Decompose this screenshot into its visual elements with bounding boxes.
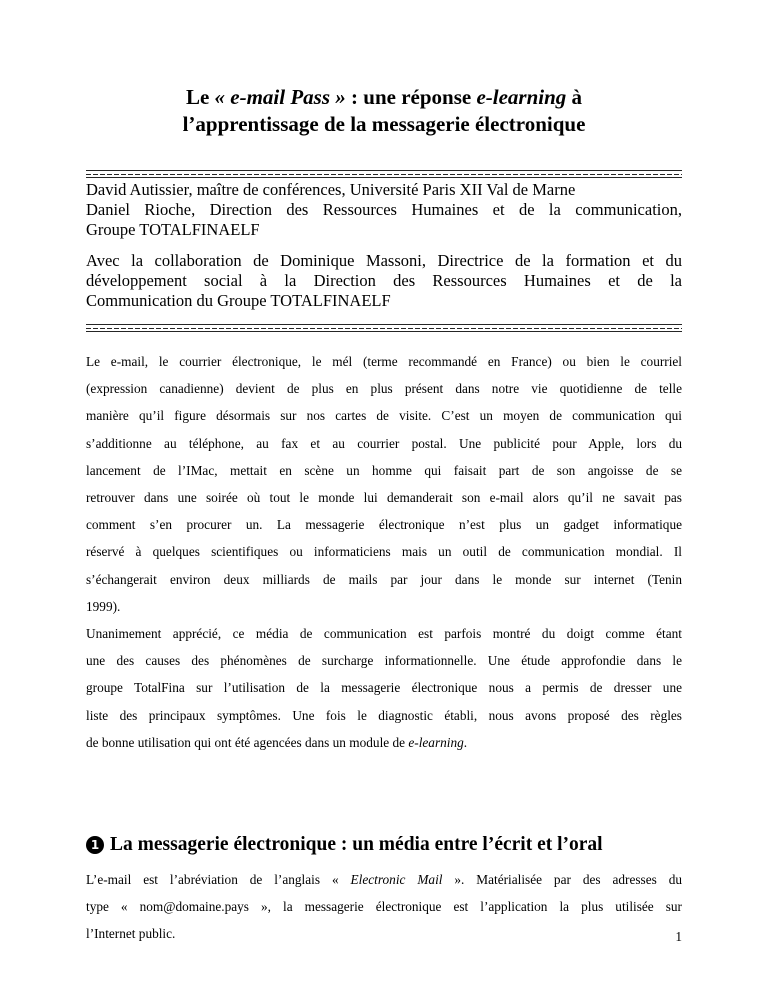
text-segment: de bonne utilisation qui ont été agencées dans un module de (86, 734, 409, 750)
text-segment: ». Matérialisée par des adresses du (442, 872, 683, 887)
title-text: : une réponse (345, 85, 477, 109)
title-text: à (566, 85, 583, 109)
italic-term: e-learning (408, 734, 464, 750)
text-line: lancement de l’IMac, mettait en scène un homme qui faisait part de son angoisse de se (86, 462, 682, 478)
text-line: type « nom@domaine.pays », la messagerie électronique est l’application la plus utilisée sur (86, 899, 682, 915)
text-line: liste des principaux symptômes. Une fois le diagnostic établi, nous avons proposé des règles (86, 707, 682, 723)
authors-block (86, 180, 682, 240)
text-line: comment s’en procurer un. La messagerie électronique n’est plus un gadget informatique (86, 517, 682, 533)
title-italic-email-pass: « e-mail Pass » (214, 85, 346, 109)
text-line: manière qu’il figure désormais sur nos cartes de visite. C’est un moyen de communication qui (86, 408, 682, 424)
separator-bottom (86, 324, 682, 332)
text-line (86, 729, 682, 756)
page-number: 1 (675, 929, 682, 944)
author-line: David Autissier, maître de conférences, Université Paris XII Val de Marne (86, 180, 576, 199)
text-line: une des causes des phénomènes de surcharge informationnelle. Une étude approfondie dans le (86, 653, 682, 669)
author-line: Groupe TOTALFINAELF (86, 220, 260, 239)
section-heading (86, 833, 682, 857)
collab-line: développement social à la Direction des Ressources Humaines et de la (86, 271, 682, 290)
text-line: Le e-mail, le courrier électronique, le mél (terme recommandé en France) ou bien le courriel (86, 354, 682, 369)
italic-term: Electronic Mail (350, 872, 443, 887)
text-segment: . (463, 734, 468, 750)
intro-paragraph-1 (86, 348, 682, 620)
section-title: La messagerie électronique : un média entre l’écrit et l’oral (110, 834, 603, 855)
text-segment: L’e-mail est l’abréviation de l’anglais « (86, 872, 351, 887)
text-line: (expression canadienne) devient de plus en plus présent dans notre vie quotidienne de telle (86, 381, 682, 397)
text-line: 1999). (86, 598, 121, 614)
text-line: s’additionne au téléphone, au fax et au courrier postal. Une publicité pour Apple, lors du (86, 435, 682, 451)
text-line: réservé à quelques scientifiques ou informaticiens mais un outil de communication mondial. Il (86, 544, 682, 560)
separator-top (86, 170, 682, 178)
title-italic-elearning: e-learning (476, 85, 567, 109)
text-line (86, 866, 682, 893)
collab-line: Communication du Groupe TOTALFINAELF (86, 291, 391, 310)
text-line: Unanimement apprécié, ce média de communication est parfois montré du doigt comme étant (86, 626, 682, 641)
title-line-2: l’apprentissage de la messagerie électronique (182, 112, 586, 136)
text-line: s’échangerait environ deux milliards de mails par jour dans le monde sur internet (Tenin (86, 571, 682, 587)
text-line: l’Internet public. (86, 926, 176, 942)
document-title (100, 84, 668, 138)
title-text: Le (185, 85, 215, 109)
author-line: Daniel Rioche, Direction des Ressources Humaines et de la communication, (86, 200, 682, 219)
collaboration-block (86, 251, 682, 311)
intro-paragraph-2 (86, 620, 682, 756)
section-1-paragraph (86, 866, 682, 948)
text-line: groupe TotalFina sur l’utilisation de la messagerie électronique nous a permis de dresser une (86, 680, 682, 696)
text-line: retrouver dans une soirée où tout le monde lui demanderait son e-mail alors qu’il ne savait pas (86, 490, 682, 506)
section-number-badge: 1 (86, 836, 104, 854)
collab-line: Avec la collaboration de Dominique Massoni, Directrice de la formation et du (86, 251, 682, 270)
title-line-1 (100, 84, 668, 111)
